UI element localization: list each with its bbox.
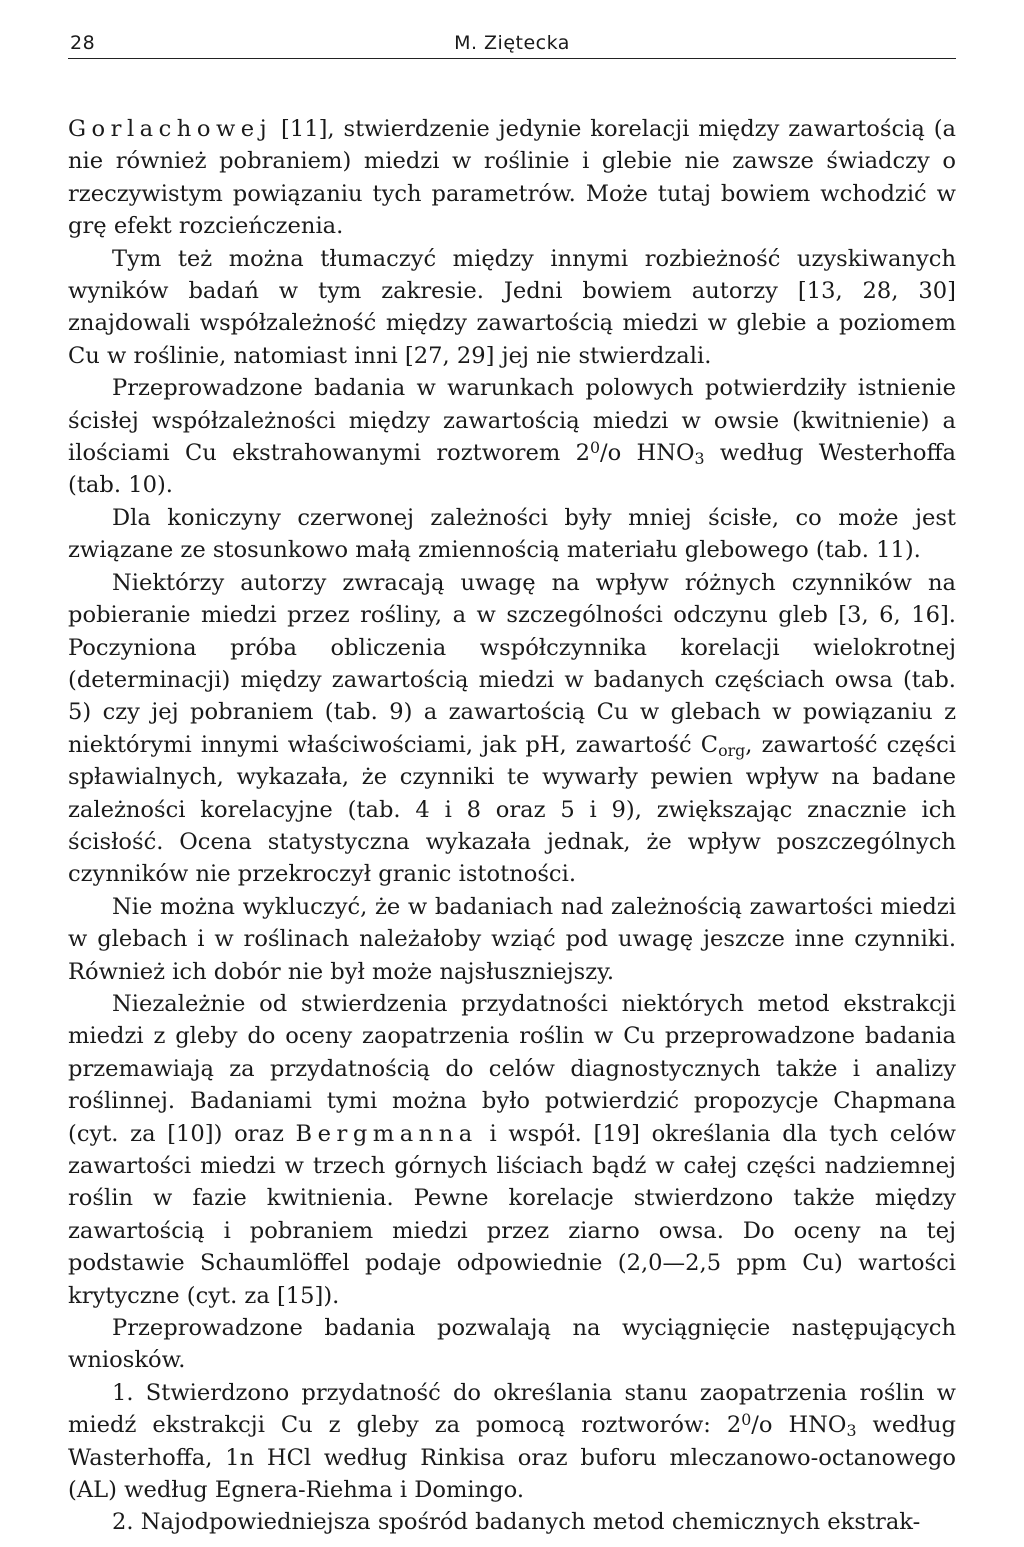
conclusion-1-text-b: /o HNO xyxy=(751,1412,847,1439)
body-text xyxy=(68,113,956,1539)
conclusion-1-text-a: 1. Stwierdzono przydatność do określania stanu zaopatrzenia roślin w miedź ekstrakcji Cu z gleby za pomocą roztworów: 2 xyxy=(68,1379,956,1439)
paragraph-3-text-a: Przeprowadzone badania w warunkach polowych potwierdziły istnienie ścisłej współzależności między zawartością miedzi w owsie (kwitnienie) a ilościami Cu ekstrahowanymi roztworem 2 xyxy=(68,375,956,467)
paragraph-5-text-b: , zawartość części spławialnych, wykazała, że czynniki te wywarły pewien wpływ na badane zależności korelacyjne (tab. 4 i 8 oraz 5 i 9), zwiększając znacznie ich ścisłość. Ocena statystyczna wykazała jednak, że wpływ poszczególnych czynników nie przekroczył granic istotności. xyxy=(68,731,956,888)
paragraph-3-text-c: według Westerhoffa (tab. 10). xyxy=(68,440,956,499)
paragraph-2: Tym też można tłumaczyć między innymi rozbieżność uzyskiwanych wyników badań w tym zakresie. Jedni bowiem autorzy [13, 28, 30] znajdowali współzależność między zawartością miedzi w glebie a poziomem Cu w roślinie, natomiast inni [27, 29] jej nie stwierdzali. xyxy=(68,245,956,369)
paragraph-1-text: [11], stwierdzenie jedynie korelacji między zawartością (a nie również pobraniem) miedzi w roślinie i glebie nie zawsze świadczy o rzeczywistym powiązaniu tych parametrów. Może tutaj bowiem wchodzić w grę efekt rozcieńczenia. xyxy=(68,116,956,240)
paragraph-7-text-b: i współ. [19] określania dla tych celów zawartości miedzi w trzech górnych liściach bądź w całej części nadziemnej roślin w fazie kwitnienia. Pewne korelacje stwierdzono także między zawartością i pobraniem miedzi przez ziarno owsa. Do oceny na tej podstawie Schaumlöffel podaje odpowiednie (2,0—2,5 ppm Cu) wartości krytyczne (cyt. za [15]). xyxy=(68,1120,956,1309)
paragraph-6: Nie można wykluczyć, że w badaniach nad zależnością zawartości miedzi w glebach i w roślinach należałoby wziąć pod uwagę jeszcze inne czynniki. Również ich dobór nie był może najsłuszniejszy. xyxy=(68,893,956,985)
paragraph-8: Przeprowadzone badania pozwalają na wyciągnięcie następujących wniosków. xyxy=(68,1315,956,1374)
page-number: 28 xyxy=(70,32,96,54)
paragraph-7 xyxy=(68,988,956,1312)
paragraph-3 xyxy=(68,372,956,502)
running-head: M. Ziętecka xyxy=(454,32,570,54)
paragraph-4: Dla koniczyny czerwonej zależności były mniej ścisłe, co może jest związane ze stosunkowo małą zmiennością materiału glebowego (tab. 11). xyxy=(68,504,956,564)
conclusion-1-text-c: według Wasterhoffa, 1n HCl według Rinkisa oraz buforu mleczanowo-octanowego (AL) według Egnera-Riehma i Domingo. xyxy=(68,1412,956,1504)
paragraph-7-text-a: Niezależnie od stwierdzenia przydatności niektórych metod ekstrakcji miedzi z gleby do oceny zaopatrzenia roślin w Cu przeprowadzone badania przemawiają za przydatnością do celów diagnostycznych także i analizy roślinnej. Badaniami tymi można było potwierdzić propozycje Chapmana (cyt. za [10]) oraz xyxy=(68,990,956,1147)
conclusion-2: 2. Najodpowiedniejsza spośród badanych metod chemicznych ekstrak- xyxy=(112,1509,921,1536)
subscript: 3 xyxy=(846,1421,857,1441)
paragraph-5 xyxy=(68,567,956,891)
page-header xyxy=(68,24,956,59)
document-page xyxy=(68,24,956,1539)
paragraph-3-text-b: /o HNO xyxy=(600,440,695,467)
author-bergmann: Bergmanna xyxy=(295,1120,478,1147)
superscript: 0 xyxy=(741,1410,752,1430)
paragraph-1 xyxy=(68,113,956,243)
paragraph-5-text-a: Niektórzy autorzy zwracają uwagę na wpływ różnych czynników na pobieranie miedzi przez rośliny, a w szczególności odczynu gleb [3, 6, 16]. Poczyniona próba obliczenia współczynnika korelacji wielokrotnej (determinacji) między zawartością miedzi w badanych częściach owsa (tab. 5) czy jej pobraniem (tab. 9) a zawartością Cu w glebach w powiązaniu z niektórymi innymi właściwościami, jak pH, zawartość C xyxy=(68,569,956,758)
author-gorlachowa: Gorlachowej xyxy=(68,116,273,142)
superscript: 0 xyxy=(589,438,601,458)
conclusion-1 xyxy=(68,1377,956,1507)
subscript: 3 xyxy=(694,449,705,469)
subscript: org xyxy=(718,740,746,760)
